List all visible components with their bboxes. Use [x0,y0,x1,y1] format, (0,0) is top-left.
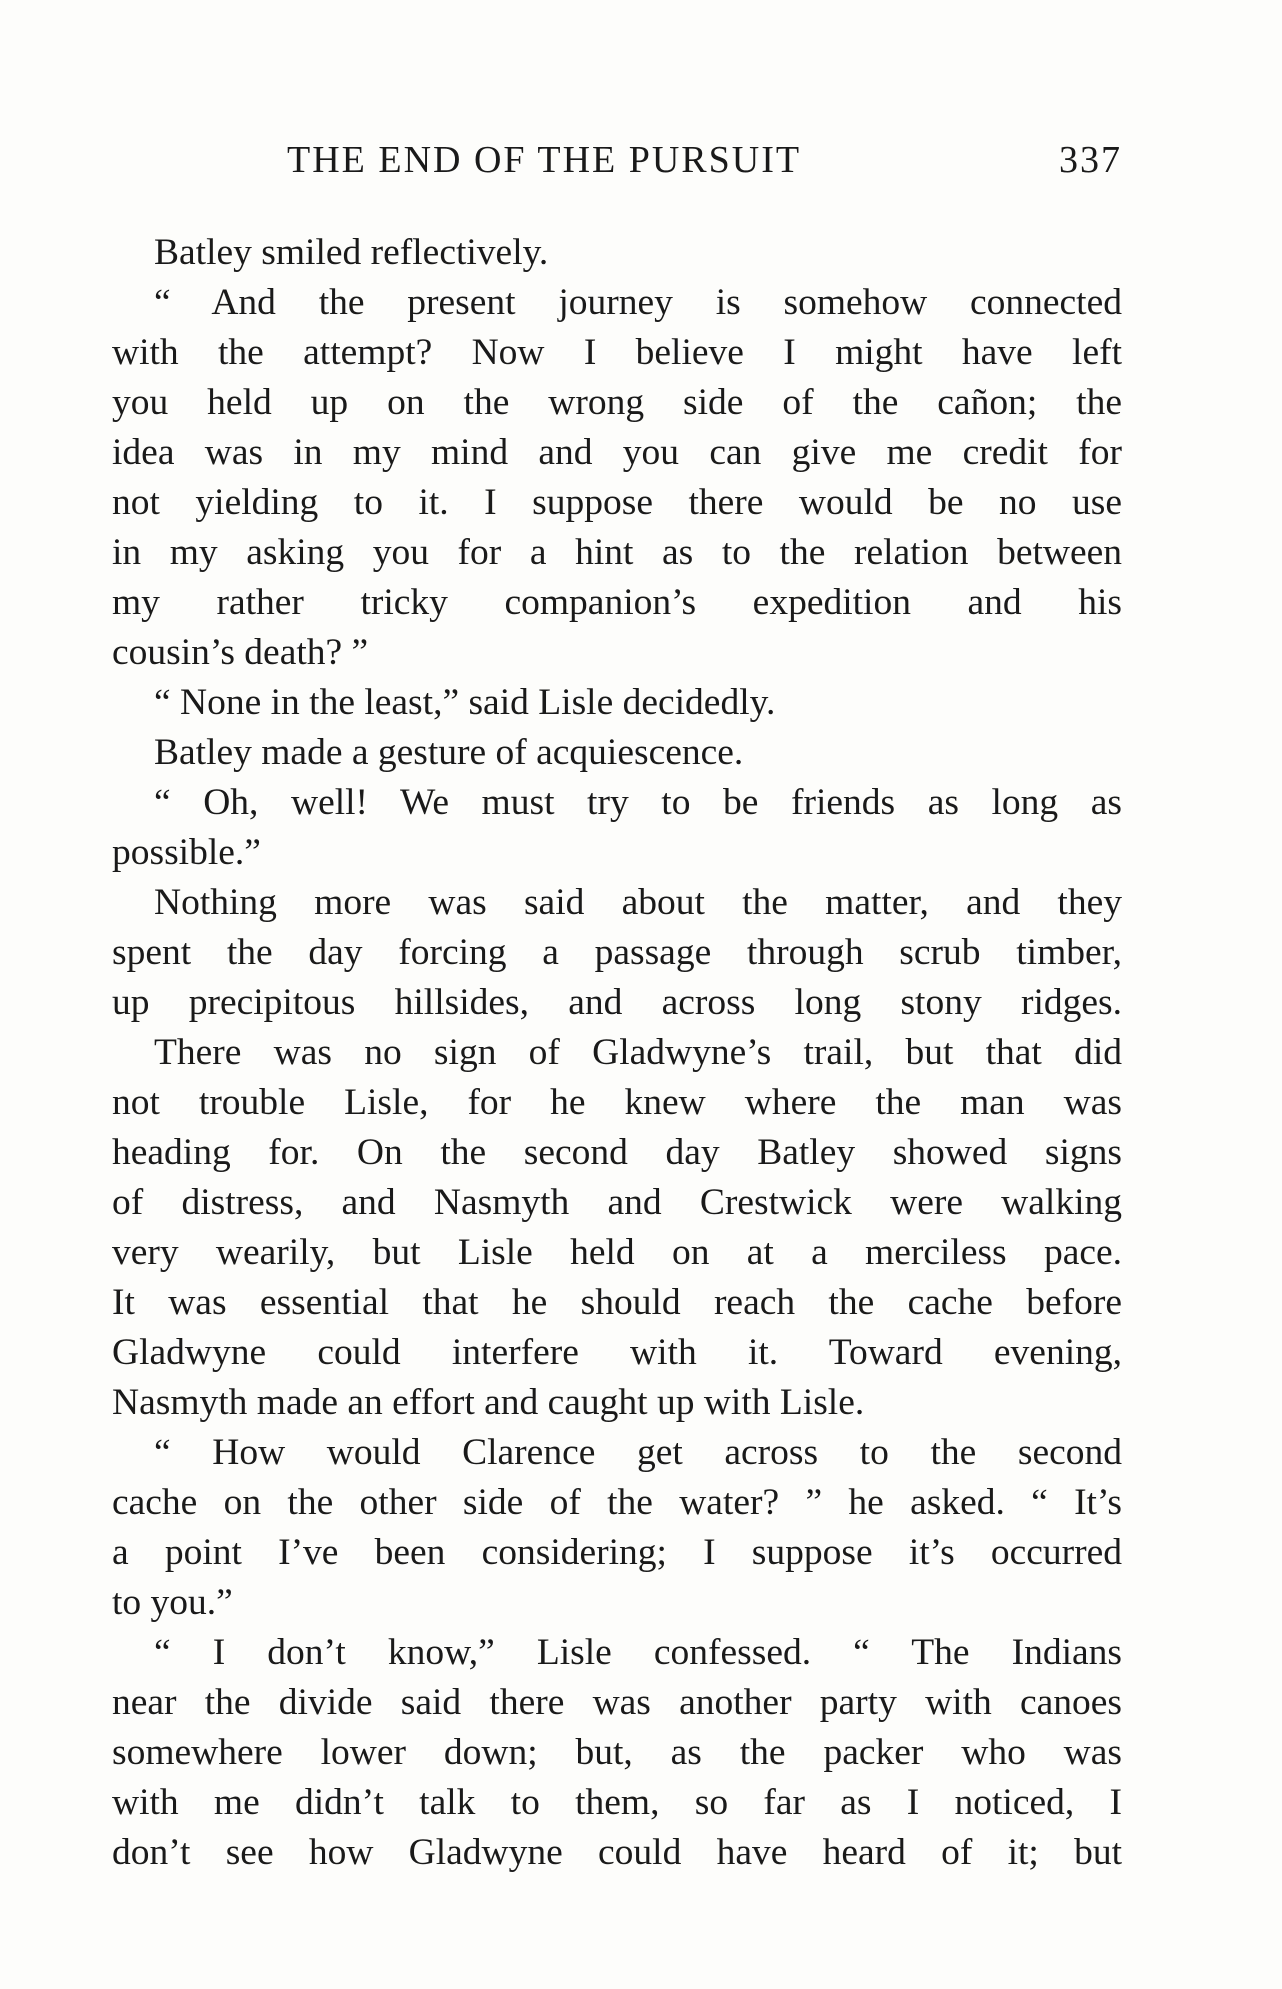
page-number: 337 [1059,139,1122,181]
text-line: Gladwyne could interfere with it. Toward evening, [112,1332,1122,1373]
text-line: “ Oh, well! We must try to be friends as long as [154,782,1122,823]
text-line: you held up on the wrong side of the cañon; the [112,382,1122,423]
text-line: “ How would Clarence get across to the second [154,1432,1122,1473]
text-line: with me didn’t talk to them, so far as I noticed, I [112,1782,1122,1823]
text-line: a point I’ve been considering; I suppose it’s occurred [112,1532,1122,1573]
text-line: Nasmyth made an effort and caught up with Lisle. [112,1382,865,1423]
text-line: not trouble Lisle, for he knew where the man was [112,1082,1122,1123]
text-line: cousin’s death? ” [112,632,369,673]
body-text [112,228,1122,1878]
text-line: my rather tricky companion’s expedition and his [112,582,1122,623]
text-line: heading for. On the second day Batley showed signs [112,1132,1122,1173]
text-line: somewhere lower down; but, as the packer who was [112,1732,1122,1773]
text-line: to you.” [112,1582,233,1623]
text-line: not yielding to it. I suppose there would be no use [112,482,1122,523]
text-line: possible.” [112,832,261,873]
text-line: Batley smiled reflectively. [154,232,549,273]
text-line: in my asking you for a hint as to the relation between [112,532,1122,573]
running-title: THE END OF THE PURSUIT [287,139,802,181]
text-line: “ I don’t know,” Lisle confessed. “ The Indians [154,1632,1122,1673]
text-line: Nothing more was said about the matter, and they [154,882,1122,923]
text-line: spent the day forcing a passage through scrub timber, [112,932,1122,973]
text-line: “ None in the least,” said Lisle decidedly. [154,682,776,723]
text-line: very wearily, but Lisle held on at a merciless pace. [112,1232,1122,1273]
text-line: There was no sign of Gladwyne’s trail, but that did [154,1032,1122,1073]
text-line: of distress, and Nasmyth and Crestwick were walking [112,1182,1122,1223]
text-line: cache on the other side of the water? ” he asked. “ It’s [112,1482,1122,1523]
text-line: with the attempt? Now I believe I might have left [112,332,1122,373]
text-line: It was essential that he should reach the cache before [112,1282,1122,1323]
text-line: near the divide said there was another party with canoes [112,1682,1122,1723]
text-line: don’t see how Gladwyne could have heard of it; but [112,1832,1122,1873]
running-head [112,138,1122,188]
text-line: “ And the present journey is somehow connected [154,282,1122,323]
text-line: up precipitous hillsides, and across long stony ridges. [112,982,1122,1023]
text-line: Batley made a gesture of acquiescence. [154,732,744,773]
text-line: idea was in my mind and you can give me credit for [112,432,1122,473]
